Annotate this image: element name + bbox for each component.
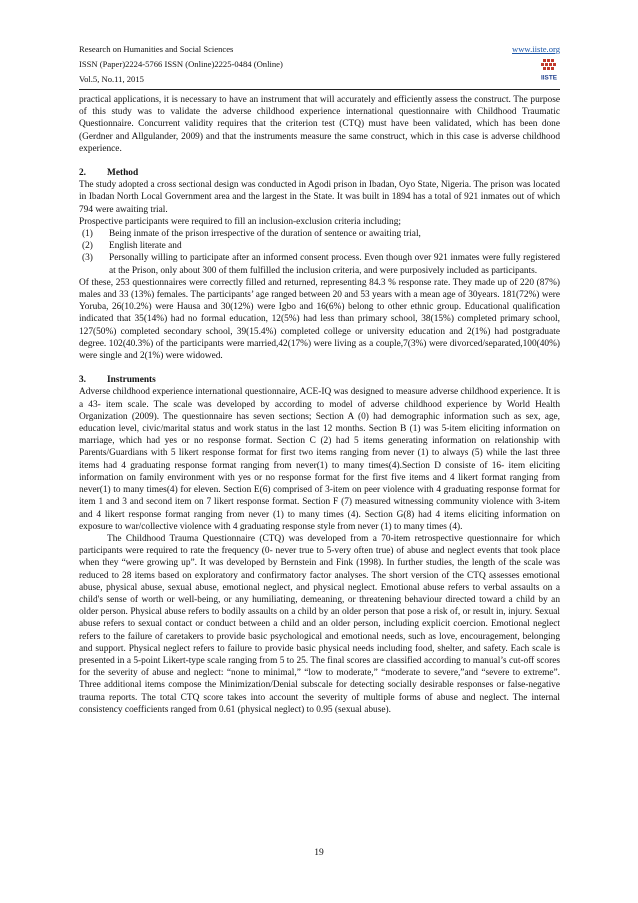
criteria-number: (2) (82, 241, 93, 252)
criteria-text: Being inmate of the prison irrespective of the duration of sentence or awaiting trial, (109, 229, 421, 240)
header-divider (79, 89, 560, 90)
criteria-number: (1) (82, 229, 93, 240)
method-paragraph-2: Prospective participants were required to fill an inclusion-exclusion criteria including; (79, 216, 401, 227)
method-title: Method (107, 168, 139, 179)
criteria-text: English literate and (109, 241, 182, 252)
journal-title: Research on Humanities and Social Sciences (79, 44, 234, 54)
logo-text: IISTE (541, 74, 557, 82)
page-body (79, 94, 560, 716)
method-paragraph-1: The study adopted a cross sectional design was conducted in Agodi prison in Ibadan, Oyo State, Nigeria. The prison was located in Ibadan North Local Government area and the largest in the State. It was built in 1894 has a total of 921 inmates out of which 794 were awaiting trial. (79, 180, 560, 215)
method-paragraph-3: Of these, 253 questionnaires were correctly filled and returned, representing 84.3 % response rate. They made up of 220 (87%) males and 33 (13%) females. The participants’ age ranged between 20 and 53 years with a mean age of 30years. 181(72%) were Yoruba, 26(10.2%) were Hausa and 30(12%) were Igbo and 16(6%) belong to other ethnic group. Educational qualification indicated that 35(14%) had no formal education, 12(5%) had less than primary school, 38(15%) completed primary school, 127(50%) completed secondary school, 39(15.4%) completed college or university education and 2(1%) had postgraduate degree. 102(40.3%) of the participants were married,42(17%) were living as a couple,7(3%) were divorced/separated,100(40%) were single and 2(1%) were widowed. (79, 277, 560, 362)
iiste-logo-icon (537, 58, 561, 82)
issn-line: ISSN (Paper)2224-5766 ISSN (Online)2225-0484 (Online) (79, 59, 283, 69)
criteria-number: (3) (82, 253, 93, 264)
method-number: 2. (79, 168, 87, 179)
journal-url-link[interactable]: www.iiste.org (512, 44, 560, 54)
instruments-number: 3. (79, 375, 87, 386)
criteria-item (79, 240, 560, 252)
method-heading (79, 167, 560, 179)
criteria-item (79, 252, 560, 276)
instruments-heading (79, 374, 560, 386)
volume-line: Vol.5, No.11, 2015 (79, 74, 144, 84)
criteria-item (79, 228, 560, 240)
instruments-title: Instruments (107, 375, 156, 386)
intro-paragraph: practical applications, it is necessary to have an instrument that will accurately and efficiently assess the construct. The purpose of this study was to validate the adverse childhood experience international questionnaire with Childhood Traumatic Questionnaire. Concurrent validity requires that the criterion test (CTQ) must have been validated, which has been done (Gerdner and Allgulander, 2009) and that the instruments measure the same construct, which in this case is adverse childhood experience. (79, 95, 560, 154)
criteria-text: Personally willing to participate after an informed consent process. Even though over 921 inmates were fully registered at the Prison, only about 300 of them fulfilled the inclusion criteria, and were purposively included as participants. (109, 253, 560, 276)
instruments-paragraph-1: Adverse childhood experience international questionnaire, ACE-IQ was designed to measure adverse childhood experience. It is a 43- item scale. The scale was developed by according to model of adverse childhood experience by World Health Organization (2009). The questionnaire has seven sections; Section A (0) had demographic information such as sex, age, education level, civic/marital status and work status in the last 12 months. Section B (1) was 5-item eliciting information on marriage, which had yes or no response format. Section C (2) had 5 items generating information on relationship with Parents/Guardians with 5 likert response format for first two items ranging from never (1) to always (5) while the last three items had 4 graduating response format ranging from never(1) to many times(4).Section D consiste of 16- item eliciting information on family environment with yes or no response format for the first five items and 4 likert format ranging from never(1) to many times(4) for eleven. Section E(6) comprised of 3-item on peer violence with 4 graduating response format for item 1 and 3 and second item on 7 likert response format. Section F (7) measured witnessing community violence with 3-item and 4 likert response format ranging from never (1) to many times (4). Section G(8) had 4 items eliciting information on exposure to war/collective violence with 4 graduating response style from never (1) to many times (4). (79, 387, 560, 532)
instruments-paragraph-2: The Childhood Trauma Questionnaire (CTQ) was developed from a 70-item retrospective questionnaire for which participants were required to rate the frequency (0- never true to 5-very often true) of abuse and neglect events that took place when they “were growing up”. It was developed by Bernstein and Fink (1998). In further studies, the length of the scale was reduced to 28 items based on exploratory and confirmatory factor analyses. The short version of the CTQ assesses emotional abuse, physical abuse, sexual abuse, emotional neglect, and physical neglect. Emotional abuse refers to verbal assaults on a child's sense of worth or well-being, or any humiliating, demeaning, or threatening behaviour directed toward a child by an older person. Physical abuse refers to bodily assaults on a child by an older person that pose a risk of, or result in, injury. Sexual abuse refers to sexual contact or conduct between a child and an older person, including explicit coercion. Emotional neglect refers to the failure of caretakers to provide basic psychological and emotional needs, such as love, encouragement, belonging and support. Physical neglect refers to failure to provide basic physical needs including food, shelter, and safety. Each scale is presented in a 5-point Likert-type scale ranging from 5 to 25. The final scores are classified according to manual’s cut-off scores for the severity of abuse and neglect: “none to minimal,” “low to moderate,” “moderate to severe,”and “severe to extreme”. Three additional items compose the Minimization/Denial subscale for detecting socially desirable responses or false-negative trauma reports. The total CTQ score takes into account the severity of multiple forms of abuse and neglect. The internal consistency coefficients ranged from 0.61 (physical neglect) to 0.95 (sexual abuse). (79, 533, 560, 715)
page-number: 19 (314, 848, 324, 858)
page-header (79, 42, 560, 87)
